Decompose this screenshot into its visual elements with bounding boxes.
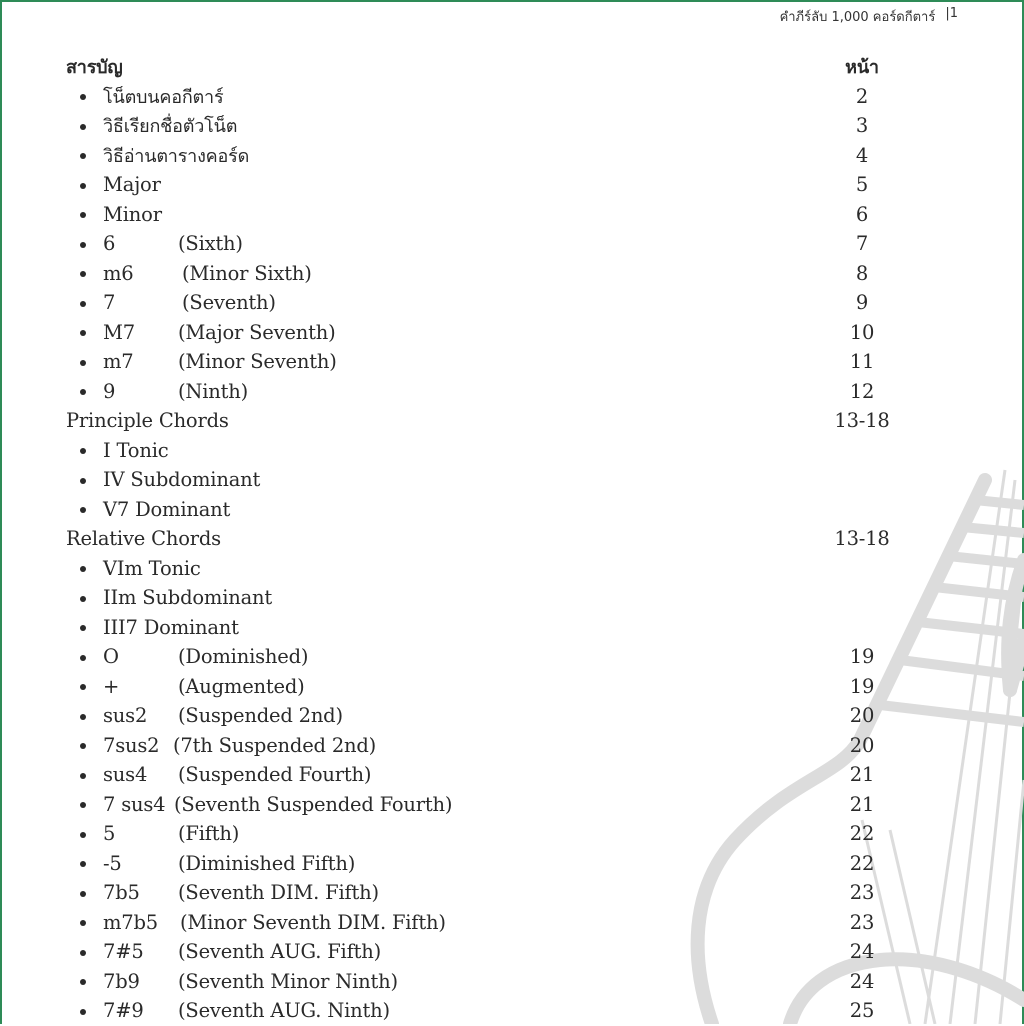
item-page: 25 [849,999,875,1023]
item-page: 20 [849,704,875,728]
chord-description: (Suspended 2nd) [178,704,343,728]
chord-symbol: m6 [103,261,134,285]
list-item[interactable] [66,996,902,1026]
item-page: 7 [855,232,869,256]
list-item[interactable] [66,672,902,702]
chord-symbol: 5 [103,822,116,846]
list-item[interactable] [66,701,902,731]
bullet-icon [80,891,86,897]
item-page: 19 [849,674,875,698]
bullet-icon [80,1009,86,1015]
list-item[interactable] [66,849,902,879]
list-item[interactable] [66,259,902,289]
chord-description: (Major Seventh) [178,320,336,344]
list-item[interactable] [66,642,902,672]
chord-symbol: -5 [103,851,122,875]
bullet-icon [80,360,86,366]
chord-symbol: 7b5 [103,881,140,905]
item-page: 19 [849,645,875,669]
list-item[interactable] [66,111,902,141]
chord-symbol: sus2 [103,704,148,728]
item-label: IIm Subdominant [103,586,273,610]
list-item[interactable] [66,465,902,495]
item-page: 23 [849,910,875,934]
chord-symbol: 6 [103,232,116,256]
bullet-icon [80,861,86,867]
item-label: IV Subdominant [103,468,261,492]
chord-description: (Seventh DIM. Fifth) [178,881,379,905]
chord-description: (Seventh Minor Ninth) [178,969,398,993]
running-header [700,6,958,27]
section-title: Principle Chords [66,409,229,433]
item-label: วิธีอ่านตารางคอร์ด [103,145,250,167]
chord-symbol: O [103,645,119,669]
item-label: โน็ตบนคอกีตาร์ [103,86,224,108]
chord-description: (Seventh AUG. Fifth) [178,940,381,964]
list-item[interactable] [66,760,902,790]
list-item[interactable] [66,318,902,348]
item-label: III7 Dominant [103,615,239,639]
bullet-icon [80,301,86,307]
bullet-icon [80,596,86,602]
bullet-icon [80,507,86,513]
chord-symbol: sus4 [103,763,148,787]
chord-description: (Diminished Fifth) [178,851,356,875]
chord-symbol: 7sus2 [103,733,160,757]
chord-description: (Ninth) [178,379,249,403]
item-label: V7 Dominant [103,497,231,521]
section-page: 13-18 [834,527,890,551]
item-label: VIm Tonic [103,556,201,580]
item-label: วิธีเรียกชื่อตัวโน็ต [103,116,238,138]
item-page: 5 [855,173,869,197]
list-item[interactable] [66,200,902,230]
item-page: 21 [849,763,875,787]
chord-symbol: m7b5 [103,910,158,934]
chord-symbol: m7 [103,350,134,374]
chord-description: (7th Suspended 2nd) [173,733,377,757]
chord-description: (Seventh Suspended Fourth) [174,792,453,816]
bullet-icon [80,773,86,779]
list-item[interactable] [66,82,902,112]
bullet-icon [80,625,86,631]
section-title: Relative Chords [66,527,221,551]
bullet-icon [80,950,86,956]
chord-symbol: 7 [103,291,116,315]
bullet-icon [80,242,86,248]
item-label: I Tonic [103,438,169,462]
list-item[interactable] [66,819,902,849]
chord-symbol: 7#5 [103,940,144,964]
item-page: 23 [849,881,875,905]
list-item[interactable] [66,790,902,820]
item-page: 22 [849,822,875,846]
chord-symbol: 7b9 [103,969,140,993]
item-page: 24 [849,969,875,993]
chord-description: (Seventh) [182,291,276,315]
chord-description: (Augmented) [178,674,305,698]
chord-symbol: + [103,674,120,698]
list-item[interactable] [66,937,902,967]
list-item[interactable] [66,878,902,908]
chord-description: (Minor Seventh DIM. Fifth) [180,910,446,934]
chord-symbol: M7 [103,320,135,344]
item-page: 21 [849,792,875,816]
section-row[interactable] [66,406,902,436]
bullet-icon [80,271,86,277]
item-page: 8 [855,261,869,285]
list-item[interactable] [66,288,902,318]
chord-description: (Suspended Fourth) [178,763,372,787]
bullet-icon [80,124,86,130]
bullet-icon [80,389,86,395]
bullet-icon [80,655,86,661]
item-page: 6 [855,202,869,226]
list-item[interactable] [66,377,902,407]
item-page: 2 [855,84,869,108]
chord-symbol: 9 [103,379,116,403]
item-label: Major [103,173,161,197]
bullet-icon [80,478,86,484]
item-label: Minor [103,202,162,226]
page-number: |1 [945,6,958,21]
list-item[interactable] [66,436,902,466]
item-page: 10 [849,320,875,344]
list-item[interactable] [66,141,902,171]
list-item[interactable] [66,347,902,377]
list-item[interactable] [66,967,902,997]
chord-description: (Dominished) [178,645,309,669]
chord-description: (Minor Sixth) [182,261,312,285]
list-item[interactable] [66,613,902,643]
item-page: 11 [849,350,875,374]
item-page: 3 [855,114,869,138]
bullet-icon [80,183,86,189]
bullet-icon [80,979,86,985]
list-item[interactable] [66,495,902,525]
list-item[interactable] [66,583,902,613]
book-title: คำภีร์ลับ 1,000 คอร์ดกีตาร์ [779,10,936,25]
list-item[interactable] [66,170,902,200]
bullet-icon [80,566,86,572]
chord-symbol: 7 sus4 [103,792,166,816]
item-page: 4 [855,143,869,167]
item-page: 22 [849,851,875,875]
list-item[interactable] [66,554,902,584]
bullet-icon [80,94,86,100]
item-page: 24 [849,940,875,964]
section-page: 13-18 [834,409,890,433]
bullet-icon [80,920,86,926]
chord-description: (Fifth) [178,822,240,846]
item-page: 12 [849,379,875,403]
table-of-contents [66,52,902,1026]
list-item[interactable] [66,731,902,761]
chord-symbol: 7#9 [103,999,144,1023]
bullet-icon [80,684,86,690]
bullet-icon [80,714,86,720]
bullet-icon [80,802,86,808]
bullet-icon [80,330,86,336]
list-item[interactable] [66,908,902,938]
section-row[interactable] [66,524,902,554]
page-column-heading: หน้า [845,57,879,79]
bullet-icon [80,743,86,749]
item-page: 20 [849,733,875,757]
chord-description: (Sixth) [178,232,243,256]
bullet-icon [80,832,86,838]
toc-heading-row [66,52,902,82]
item-page: 9 [855,291,869,315]
bullet-icon [80,153,86,159]
chord-description: (Seventh AUG. Ninth) [178,999,390,1023]
list-item[interactable] [66,229,902,259]
chord-description: (Minor Seventh) [178,350,337,374]
toc-heading: สารบัญ [66,57,123,79]
bullet-icon [80,448,86,454]
bullet-icon [80,212,86,218]
